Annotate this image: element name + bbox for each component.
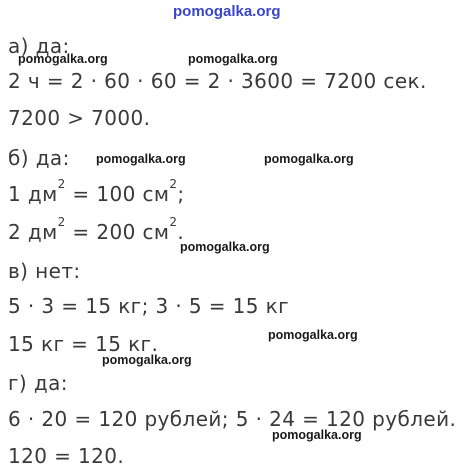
watermark: pomogalka.org [102, 353, 192, 367]
watermark: pomogalka.org [264, 152, 354, 166]
part-d-line-2: 120 = 120. [8, 444, 125, 468]
part-b-line-1-sup-b: 2 [169, 177, 178, 191]
part-c-line-1: 5 · 3 = 15 кг; 3 · 5 = 15 кг [8, 294, 290, 318]
part-b-line-1-c: ; [177, 182, 185, 206]
watermark: pomogalka.org [272, 428, 362, 442]
part-b-line-1-sup-a: 2 [57, 177, 66, 191]
part-b-line-1-a: 1 дм [8, 182, 58, 206]
part-d-line-1: 6 · 20 = 120 рублей; 5 · 24 = 120 рублей. [8, 407, 456, 431]
watermark: pomogalka.org [18, 52, 108, 66]
part-a-header: а) да: [8, 34, 70, 58]
part-b-line-1 [8, 177, 185, 206]
watermark: pomogalka.org [268, 328, 358, 342]
part-d-header: г) да: [8, 371, 68, 395]
part-b-line-2-sup-b: 2 [169, 215, 178, 229]
watermark: pomogalka.org [180, 240, 270, 254]
part-a-line-2: 7200 > 7000. [8, 106, 151, 130]
part-b-header: б) да: [8, 146, 70, 170]
part-c-line-2: 15 кг = 15 кг. [8, 332, 159, 356]
part-b-line-2-b: = 200 см [65, 220, 170, 244]
watermark: pomogalka.org [96, 152, 186, 166]
part-b-line-2-a: 2 дм [8, 220, 58, 244]
part-b-line-2-c: . [177, 220, 185, 244]
part-b-line-2 [8, 215, 185, 244]
watermark: pomogalka.org [188, 52, 278, 66]
part-c-header: в) нет: [8, 259, 81, 283]
part-b-line-1-b: = 100 см [65, 182, 170, 206]
part-a-line-1: 2 ч = 2 · 60 · 60 = 2 · 3600 = 7200 сек. [8, 69, 427, 93]
part-b-line-2-sup-a: 2 [57, 215, 66, 229]
watermark-top: pomogalka.org [173, 3, 281, 20]
